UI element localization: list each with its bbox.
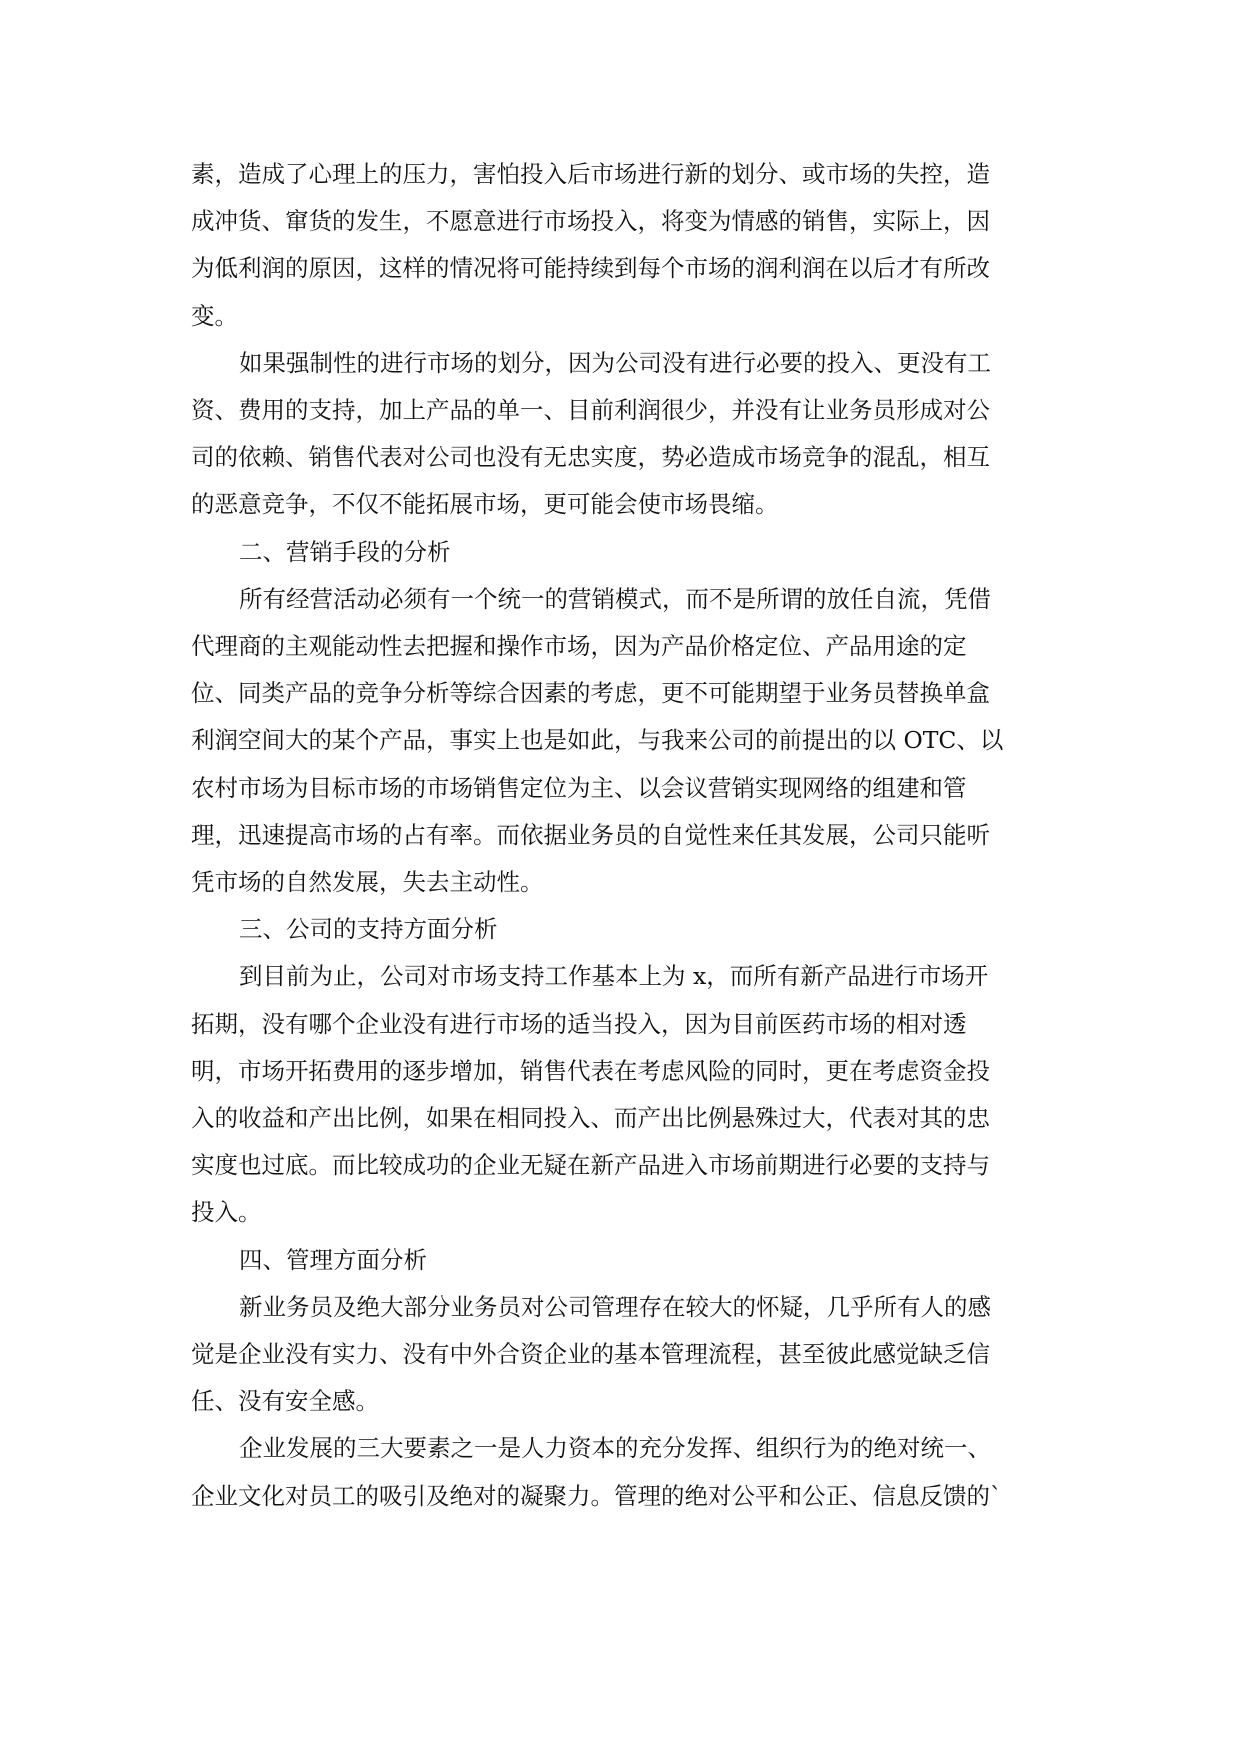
text-line: 觉是企业没有实力、没有中外合资企业的基本管理流程，甚至彼此感觉缺乏信 <box>191 1340 990 1369</box>
text-line: 理，迅速提高市场的占有率。而依据业务员的自觉性来任其发展，公司只能听 <box>191 820 990 849</box>
text-line: 所有经营活动必须有一个统一的营销模式，而不是所谓的放任自流，凭借 <box>239 584 991 613</box>
text-line: 变。 <box>191 301 238 330</box>
paragraph-support <box>191 953 1071 1236</box>
paragraph-enterprise-development <box>191 1425 1071 1519</box>
text-line: 拓期，没有哪个企业没有进行市场的适当投入，因为目前医药市场的相对透 <box>191 1009 967 1038</box>
paragraph-market-division <box>191 340 1071 529</box>
heading-line: 二、营销手段的分析 <box>239 537 451 566</box>
text-line: 企业文化对员工的吸引及绝对的凝聚力。管理的绝对公平和公正、信息反馈的` <box>191 1481 1002 1510</box>
text-line: 凭市场的自然发展，失去主动性。 <box>191 868 544 897</box>
text-line: 的恶意竞争，不仅不能拓展市场，更可能会使市场畏缩。 <box>191 490 779 519</box>
text-line: 位、同类产品的竞争分析等综合因素的考虑，更不可能期望于业务员替换单盒 <box>191 679 990 708</box>
text-line: 成冲货、窜货的发生，不愿意进行市场投入，将变为情感的销售，实际上，因 <box>191 207 990 236</box>
paragraph-continuation <box>191 151 1071 340</box>
text-line: 到目前为止，公司对市场支持工作基本上为 x，而所有新产品进行市场开 <box>239 962 989 991</box>
paragraph-marketing <box>191 576 1071 906</box>
text-line: 入的收益和产出比例，如果在相同投入、而产出比例悬殊过大，代表对其的忠 <box>191 1104 990 1133</box>
text-line: 资、费用的支持，加上产品的单一、目前利润很少，并没有让业务员形成对公 <box>191 396 990 425</box>
text-line: 实度也过底。而比较成功的企业无疑在新产品进入市场前期进行必要的支持与 <box>191 1151 990 1180</box>
text-line: 司的依赖、销售代表对公司也没有无忠实度，势必造成市场竞争的混乱，相互 <box>191 443 990 472</box>
text-line: 明，市场开拓费用的逐步增加，销售代表在考虑风险的同时，更在考虑资金投 <box>191 1056 990 1085</box>
text-line: 企业发展的三大要素之一是人力资本的充分发挥、组织行为的绝对统一、 <box>239 1434 991 1463</box>
heading-line: 三、公司的支持方面分析 <box>239 915 498 944</box>
section-heading-management <box>191 1237 1071 1284</box>
heading-line: 四、管理方面分析 <box>239 1245 427 1274</box>
text-line: 任、没有安全感。 <box>191 1387 379 1416</box>
text-line: 新业务员及绝大部分业务员对公司管理存在较大的怀疑，几乎所有人的感 <box>239 1292 991 1321</box>
section-heading-support <box>191 906 1071 953</box>
text-line: 素，造成了心理上的压力，害怕投入后市场进行新的划分、或市场的失控，造 <box>191 160 990 188</box>
document-body <box>191 151 1071 1520</box>
paragraph-management <box>191 1284 1071 1426</box>
text-line: 投入。 <box>191 1198 262 1227</box>
text-line: 为低利润的原因，这样的情况将可能持续到每个市场的润利润在以后才有所改 <box>191 254 990 283</box>
section-heading-marketing <box>191 529 1071 576</box>
text-line: 农村市场为目标市场的市场销售定位为主、以会议营销实现网络的组建和管 <box>191 773 967 802</box>
text-line: 代理商的主观能动性去把握和操作市场，因为产品价格定位、产品用途的定 <box>191 632 967 661</box>
text-line: 如果强制性的进行市场的划分，因为公司没有进行必要的投入、更没有工 <box>239 348 991 377</box>
text-line: 利润空间大的某个产品，事实上也是如此，与我来公司的前提出的以 OTC、以 <box>191 726 1004 755</box>
